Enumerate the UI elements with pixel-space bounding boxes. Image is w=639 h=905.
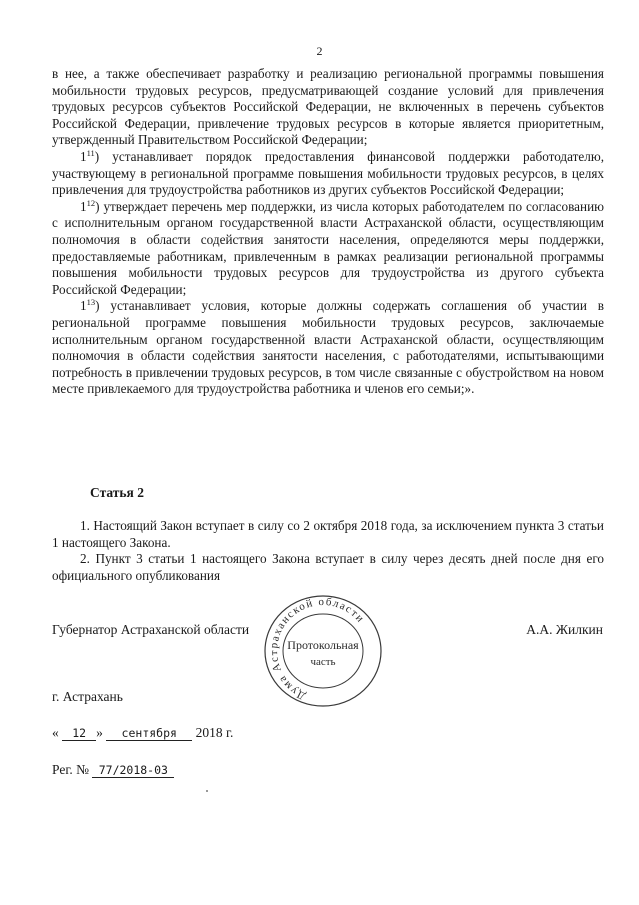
date-month: сентября xyxy=(106,726,192,741)
official-seal-stamp xyxy=(260,592,386,710)
item-text: ) устанавливает условия, которые должны содержать соглашения об участии в региональной программе повышения мобильности трудовых ресурсов, заключаемые исполнительным органом государственной власти Астраханской области, осуществляющим полномочия в области содействия занятости населения, с работодателями, испытывающими потребность в привлечении трудовых ресурсов, в том числе связанные с обустройством на новом месте привлекаемого для трудоустройства работника и членов его семьи;». xyxy=(52,298,604,397)
page-number: 2 xyxy=(316,44,323,58)
law-text-body xyxy=(52,66,604,398)
date-day: 12 xyxy=(62,726,96,741)
item-superscript: 11 xyxy=(86,147,95,158)
paragraph-item-1-12 xyxy=(52,199,604,299)
registration-number-line xyxy=(52,762,174,778)
item-superscript: 12 xyxy=(86,197,96,208)
seal-center-line-1: Протокольная xyxy=(287,638,359,652)
article-item-2: 2. Пункт 3 статьи 1 настоящего Закона вступает в силу через десять дней после дня его официального опубликования xyxy=(52,551,604,583)
date-year: 2018 г. xyxy=(195,725,234,740)
seal-center-line-2: часть xyxy=(310,656,336,668)
seal-ring-text: Дума Астраханской области xyxy=(267,595,367,702)
item-number: 1 xyxy=(80,298,87,314)
article-body xyxy=(52,518,604,584)
signature-name: А.А. Жилкин xyxy=(526,622,603,637)
item-number: 1 xyxy=(80,198,87,214)
city-line: г. Астрахань xyxy=(52,689,123,704)
scan-speck xyxy=(206,790,208,792)
paragraph-continuation: в нее, а также обеспечивает разработку и реализацию региональной программы повышения мобильности трудовых ресурсов, предусматривающей создание условий для привлечения трудовых ресурсов субъектов Российской Федерации, не включенных в перечень субъектов Российской Федерации, привлечение трудовых ресурсов в которые является приоритетным, утвержденный Правительством Российской Федерации; xyxy=(52,66,604,148)
registration-number: 77/2018-03 xyxy=(92,763,174,778)
item-superscript: 13 xyxy=(86,297,96,308)
date-close-quote: » xyxy=(96,725,103,740)
item-text: ) устанавливает порядок предоставления финансовой поддержки работодателю, участвующему в региональной программе повышения мобильности трудовых ресурсов, в целях привлечения для трудоустройства работников из других субъектов Российской Федерации; xyxy=(52,148,604,198)
paragraph-item-1-11 xyxy=(52,149,604,199)
signature-title: Губернатор Астраханской области xyxy=(52,622,250,637)
paragraph-item-1-13 xyxy=(52,298,604,398)
item-text: ) утверждает перечень мер поддержки, из числа которых работодателем по согласованию с исполнительным органом государственной власти Астраханской области, осуществляющим полномочия в области содействия занятости населения, определяются меры поддержки, предоставляемые работникам, привлеченным в рамках реализации региональной программы повышения мобильности трудовых ресурсов для трудоустройства из другого субъекта Российской Федерации; xyxy=(52,198,604,297)
signing-date xyxy=(52,725,233,741)
item-number: 1 xyxy=(80,148,87,164)
registration-label: Рег. № xyxy=(52,762,89,777)
date-open-quote: « xyxy=(52,725,59,740)
article-item-1: 1. Настоящий Закон вступает в силу со 2 октября 2018 года, за исключением пункта 3 статьи 1 настоящего Закона. xyxy=(52,518,604,550)
article-heading: Статья 2 xyxy=(90,485,144,500)
